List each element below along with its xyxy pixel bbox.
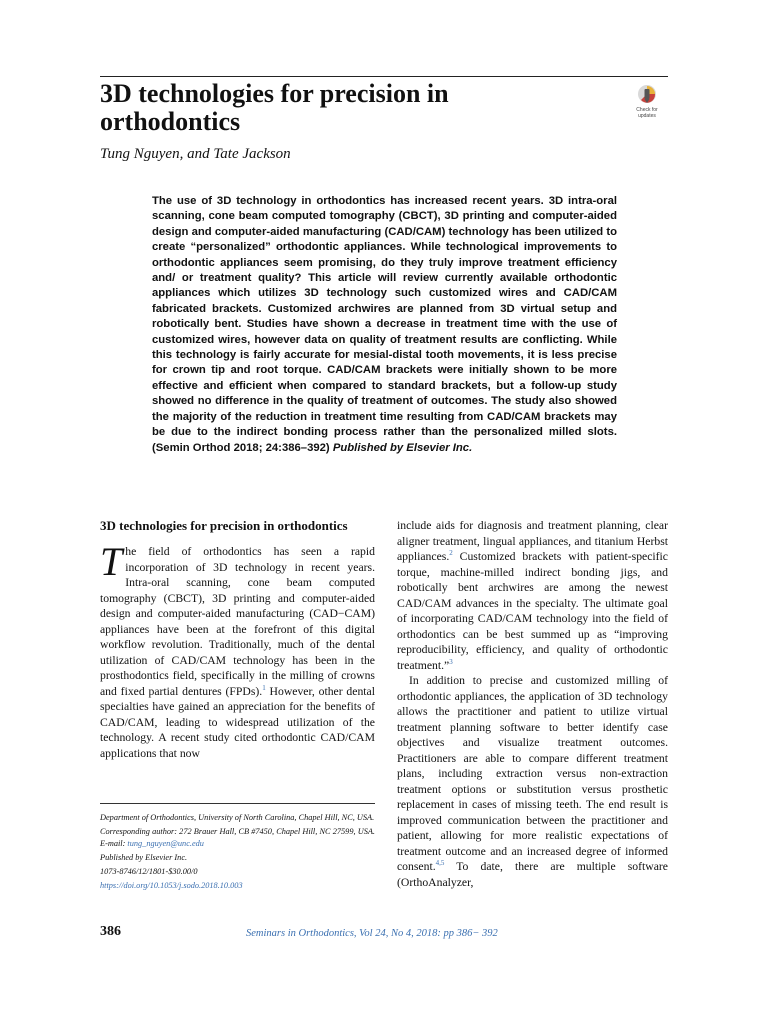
section-heading: 3D technologies for precision in orthodontics [100,518,348,533]
corresponding-text: Corresponding author: 272 Brauer Hall, CB #7450, Chapel Hill, NC 27599, USA. E-mail: [100,827,375,848]
right-paragraph-2 [397,673,668,890]
footnote-department: Department of Orthodontics, University of North Carolina, Chapel Hill, NC, USA. [100,813,375,822]
check-for-updates-badge[interactable] [632,84,662,119]
footnote-rule [100,803,375,804]
badge-line2: updates [638,113,656,119]
abstract-text: The use of 3D technology in orthodontics has increased recent years. 3D intra-oral scanning, cone beam computed tomography (CBCT), 3D printing and computer-aided design and computer-aided manufacturing (CAD/CAM) technology has been utilized to create “personalized” orthodontic appliances. While technological improvements to orthodontic appliances seem promising, do they truly improve treatment efficiency and/ or treatment quality? This article will review currently available orthodontic appliances which utilizes 3D technology such customized wires and CAD/CAM fabricated brackets. Customized archwires are planned from 3D virtual setup and robotically bent. Studies have shown a decrease in treatment time with the use of customized wires, however data on quality of treatment results are conflicting. While this technology is fairly accurate for mesial-distal tooth movements, it is less precise for crown tip and root torque. CAD/CAM brackets were initially shown to be more effective and efficient when compared to standard brackets, but a follow-up study showed no difference in the quality of treatment of outcomes. The study also showed the majority of the reduction in treatment time resulting from CAD/CAM brackets may be due to the indirect bonding process rather than the personalized milled slots. (Semin Orthod 2018; 24:386–392) [152,195,617,454]
dropcap: T [100,539,123,584]
badge-label [632,107,662,119]
left-paragraph-1 [100,539,375,761]
footnote-publisher: Published by Elsevier Inc. [100,853,188,862]
abstract-published: Published by Elsevier Inc. [332,441,473,454]
right-p1-text-b: Customized brackets with patient-specific torque, machine-milled indirect bonding jigs, and robotically bent archwires are among the newest CAD/CAM advances in the specialty. The ultimate goal of incorporating CAD/CAM technology into the field of orthodontics can be best summed up as “improving reproducibility, efficiency, and quality of orthodontic treatment.” [397,550,668,672]
right-column [397,518,668,890]
email-link[interactable]: tung_nguyen@unc.edu [127,839,204,848]
right-paragraph-1 [397,518,668,673]
footnote-issn: 1073-8746/12/1801-$30.00/0 [100,867,198,876]
article-title: 3D technologies for precision in orthodontics [100,79,449,136]
footnote-corresponding [100,826,375,850]
doi-link[interactable]: https://doi.org/10.1053/j.sodo.2018.10.003 [100,881,243,890]
page-number: 386 [100,924,121,939]
journal-citation-link[interactable]: Seminars in Orthodontics, Vol 24, No 4, 2018: pp 386− 392 [246,928,498,939]
check-for-updates-icon [637,84,657,106]
right-p2-text-a: In addition to precise and customized milling of orthodontic appliances, the application of 3D technology allows the practitioner and patient to utilize virtual treatment planning software to better identify case objectives and visualize treatment outcomes. Practitioners are able to compare different treatment plans, including extraction versus non-extraction treatment options or substitution versus prosthetic replacement in cases of missing teeth. The end result is improved communication between the practitioner and patient, allowing for more realistic expectations of treatment outcome and an increased degree of informed consent. [397,674,668,873]
badge-line1: Check for [636,107,658,113]
top-rule [100,76,668,77]
left-p1-text-b: However, other dental specialties have gained an appreciation for the benefits of CAD/CAM, leading to widespread utilization of the technology. A recent study cited orthodontic CAD/CAM applications that now [100,684,375,760]
right-p2-text-b: To date, there are multiple software (OrthoAnalyzer, [397,860,668,889]
right-p1-text-a: include aids for diagnosis and treatment planning, clear aligner treatment, lingual appliances, and titanium Herbst appliances. [397,519,668,563]
abstract [152,194,617,456]
ref-2-link[interactable]: 2 [449,549,453,558]
ref-4-5-link[interactable]: 4,5 [435,859,445,868]
footnotes [100,812,375,894]
authors: Tung Nguyen, and Tate Jackson [100,146,291,162]
ref-3-link[interactable]: 3 [449,657,453,666]
left-p1-text-a: he field of orthodontics has seen a rapid incorporation of 3D technology in recent years. Intra-oral scanning, cone beam computed tomography (CBCT), 3D printing and computer-aided design and computer-aided manufacturing (CAD−CAM) appliances have been at the forefront of this digital workflow revolution. Traditionally, much of the dental utilization of CAD/CAM technology has been in the prosthodontics field, specifically in the milling of crowns and fixed partial dentures (FPDs). [100,545,375,698]
ref-1-link[interactable]: 1 [262,683,266,692]
left-column [100,518,375,761]
